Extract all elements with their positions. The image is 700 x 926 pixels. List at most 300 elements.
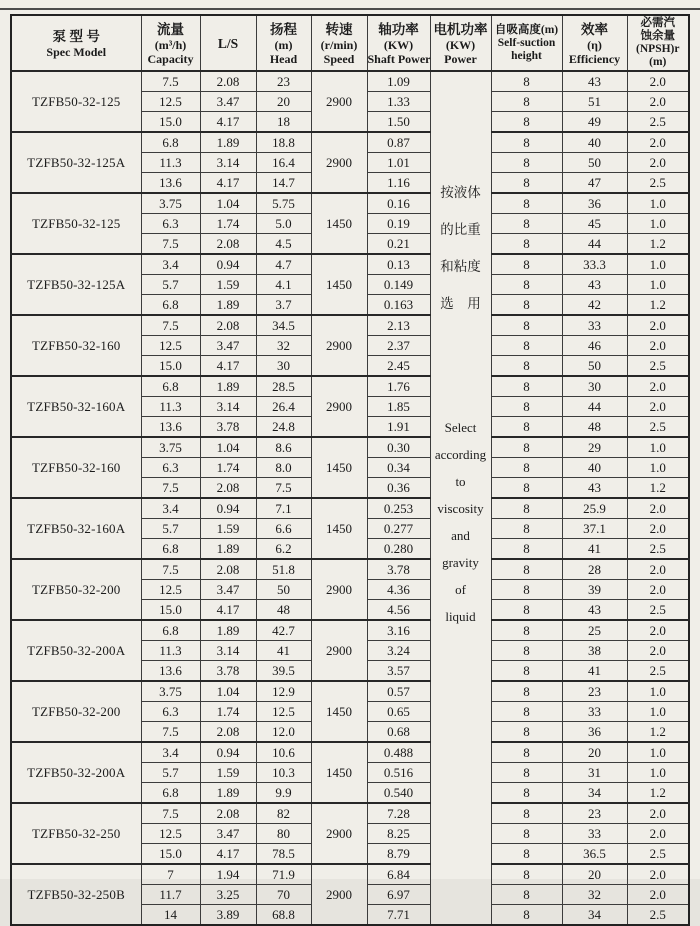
cell-ls: 4.17 xyxy=(200,356,256,377)
cell-capacity: 6.8 xyxy=(141,783,200,804)
header-eff-cn: 效率 xyxy=(581,21,608,37)
cell-npsh: 2.0 xyxy=(627,559,689,580)
cell-ls: 1.04 xyxy=(200,681,256,702)
cell-efficiency: 47 xyxy=(562,173,627,194)
cell-ls: 3.47 xyxy=(200,580,256,600)
cell-capacity: 6.3 xyxy=(141,702,200,722)
cell-head: 70 xyxy=(256,885,311,905)
cell-model: TZFB50-32-200 xyxy=(11,681,141,742)
cell-head: 41 xyxy=(256,641,311,661)
cell-self-suction: 8 xyxy=(491,376,562,397)
cell-ls: 1.74 xyxy=(200,458,256,478)
cell-head: 10.6 xyxy=(256,742,311,763)
cell-speed: 2900 xyxy=(311,559,367,620)
cell-ls: 1.89 xyxy=(200,620,256,641)
cell-ls: 3.47 xyxy=(200,92,256,112)
cell-efficiency: 23 xyxy=(562,681,627,702)
cell-npsh: 2.5 xyxy=(627,539,689,560)
cell-shaft-power: 2.37 xyxy=(367,336,430,356)
cell-efficiency: 44 xyxy=(562,397,627,417)
header-head xyxy=(256,15,311,71)
cell-head: 9.9 xyxy=(256,783,311,804)
cell-shaft-power: 6.84 xyxy=(367,864,430,885)
table-row xyxy=(11,437,689,458)
table-row xyxy=(11,803,689,824)
cell-ls: 1.89 xyxy=(200,783,256,804)
cell-head: 4.1 xyxy=(256,275,311,295)
cell-npsh: 2.0 xyxy=(627,824,689,844)
cell-shaft-power: 0.36 xyxy=(367,478,430,499)
cell-speed: 1450 xyxy=(311,254,367,315)
cell-shaft-power: 0.540 xyxy=(367,783,430,804)
cell-self-suction: 8 xyxy=(491,112,562,133)
cell-shaft-power: 8.79 xyxy=(367,844,430,865)
cell-self-suction: 8 xyxy=(491,437,562,458)
header-head-cn: 扬程 xyxy=(270,21,297,37)
header-capacity-unit: (m³/h) xyxy=(154,37,187,52)
header-shaft-power xyxy=(367,15,430,71)
cell-head: 34.5 xyxy=(256,315,311,336)
cell-self-suction: 8 xyxy=(491,397,562,417)
cell-efficiency: 50 xyxy=(562,153,627,173)
cell-speed: 1450 xyxy=(311,437,367,498)
cell-npsh: 2.0 xyxy=(627,336,689,356)
cell-self-suction: 8 xyxy=(491,905,562,926)
cell-npsh: 1.0 xyxy=(627,254,689,275)
cell-efficiency: 36 xyxy=(562,193,627,214)
cell-self-suction: 8 xyxy=(491,417,562,438)
cell-ls: 4.17 xyxy=(200,173,256,194)
header-npsh-l1: 必需汽 xyxy=(640,17,675,29)
cell-efficiency: 39 xyxy=(562,580,627,600)
cell-ls: 1.74 xyxy=(200,214,256,234)
cell-shaft-power: 0.34 xyxy=(367,458,430,478)
cell-self-suction: 8 xyxy=(491,336,562,356)
cell-efficiency: 46 xyxy=(562,336,627,356)
cell-capacity: 11.7 xyxy=(141,885,200,905)
header-self-suction xyxy=(491,15,562,71)
cell-self-suction: 8 xyxy=(491,356,562,377)
cell-efficiency: 28 xyxy=(562,559,627,580)
table-row xyxy=(11,498,689,519)
cell-self-suction: 8 xyxy=(491,580,562,600)
cell-capacity: 6.3 xyxy=(141,214,200,234)
cell-shaft-power: 0.488 xyxy=(367,742,430,763)
cell-head: 7.5 xyxy=(256,478,311,499)
cell-npsh: 2.0 xyxy=(627,803,689,824)
cell-efficiency: 43 xyxy=(562,275,627,295)
cell-ls: 2.08 xyxy=(200,234,256,255)
cell-ls: 1.89 xyxy=(200,376,256,397)
cell-npsh: 2.0 xyxy=(627,71,689,92)
cell-capacity: 7.5 xyxy=(141,71,200,92)
cell-capacity: 12.5 xyxy=(141,824,200,844)
cell-model: TZFB50-32-125A xyxy=(11,132,141,193)
table-row xyxy=(11,376,689,397)
power-note-line-en: to xyxy=(455,474,466,489)
cell-npsh: 2.0 xyxy=(627,519,689,539)
cell-npsh: 2.0 xyxy=(627,315,689,336)
cell-shaft-power: 1.85 xyxy=(367,397,430,417)
cell-self-suction: 8 xyxy=(491,519,562,539)
cell-shaft-power: 1.50 xyxy=(367,112,430,133)
cell-model: TZFB50-32-160 xyxy=(11,437,141,498)
cell-npsh: 1.0 xyxy=(627,702,689,722)
table-row xyxy=(11,620,689,641)
cell-ls: 1.89 xyxy=(200,295,256,316)
cell-efficiency: 49 xyxy=(562,112,627,133)
cell-head: 82 xyxy=(256,803,311,824)
cell-capacity: 6.8 xyxy=(141,295,200,316)
power-note-line-en: liquid xyxy=(445,609,476,624)
cell-capacity: 13.6 xyxy=(141,661,200,682)
cell-shaft-power: 0.16 xyxy=(367,193,430,214)
cell-efficiency: 44 xyxy=(562,234,627,255)
cell-npsh: 2.0 xyxy=(627,92,689,112)
header-npsh xyxy=(627,15,689,71)
cell-self-suction: 8 xyxy=(491,132,562,153)
cell-shaft-power: 0.65 xyxy=(367,702,430,722)
cell-self-suction: 8 xyxy=(491,600,562,621)
cell-npsh: 2.0 xyxy=(627,580,689,600)
cell-shaft-power: 0.149 xyxy=(367,275,430,295)
cell-capacity: 11.3 xyxy=(141,153,200,173)
cell-ls: 1.89 xyxy=(200,132,256,153)
cell-self-suction: 8 xyxy=(491,641,562,661)
header-eff-unit: (η) xyxy=(587,37,602,52)
cell-efficiency: 20 xyxy=(562,742,627,763)
cell-head: 51.8 xyxy=(256,559,311,580)
cell-npsh: 1.0 xyxy=(627,214,689,234)
cell-capacity: 5.7 xyxy=(141,519,200,539)
cell-shaft-power: 0.68 xyxy=(367,722,430,743)
cell-npsh: 2.0 xyxy=(627,376,689,397)
cell-self-suction: 8 xyxy=(491,559,562,580)
cell-ls: 3.25 xyxy=(200,885,256,905)
cell-npsh: 1.2 xyxy=(627,295,689,316)
header-efficiency xyxy=(562,15,627,71)
cell-ls: 0.94 xyxy=(200,498,256,519)
cell-npsh: 1.2 xyxy=(627,478,689,499)
cell-capacity: 7.5 xyxy=(141,315,200,336)
cell-shaft-power: 8.25 xyxy=(367,824,430,844)
cell-capacity: 12.5 xyxy=(141,580,200,600)
cell-efficiency: 36 xyxy=(562,722,627,743)
cell-efficiency: 29 xyxy=(562,437,627,458)
cell-head: 23 xyxy=(256,71,311,92)
header-capacity-cn: 流量 xyxy=(157,21,184,37)
cell-head: 68.8 xyxy=(256,905,311,926)
cell-capacity: 13.6 xyxy=(141,173,200,194)
cell-self-suction: 8 xyxy=(491,803,562,824)
cell-capacity: 6.8 xyxy=(141,539,200,560)
cell-efficiency: 48 xyxy=(562,417,627,438)
cell-speed: 2900 xyxy=(311,864,367,925)
cell-self-suction: 8 xyxy=(491,214,562,234)
cell-self-suction: 8 xyxy=(491,153,562,173)
cell-npsh: 1.0 xyxy=(627,193,689,214)
cell-shaft-power: 4.56 xyxy=(367,600,430,621)
cell-ls: 3.14 xyxy=(200,397,256,417)
power-note-line-en: and xyxy=(451,528,470,543)
cell-ls: 1.04 xyxy=(200,193,256,214)
cell-capacity: 3.4 xyxy=(141,498,200,519)
cell-shaft-power: 2.13 xyxy=(367,315,430,336)
cell-self-suction: 8 xyxy=(491,742,562,763)
cell-ls: 2.08 xyxy=(200,478,256,499)
power-note-line-en: viscosity xyxy=(437,501,484,516)
cell-npsh: 2.5 xyxy=(627,356,689,377)
cell-shaft-power: 1.01 xyxy=(367,153,430,173)
cell-shaft-power: 1.76 xyxy=(367,376,430,397)
cell-ls: 0.94 xyxy=(200,254,256,275)
cell-head: 5.0 xyxy=(256,214,311,234)
cell-head: 28.5 xyxy=(256,376,311,397)
cell-capacity: 3.4 xyxy=(141,742,200,763)
power-note-line-cn: 的比重 xyxy=(440,222,481,237)
header-power-unit: (KW) xyxy=(445,37,476,52)
cell-efficiency: 38 xyxy=(562,641,627,661)
cell-shaft-power: 3.78 xyxy=(367,559,430,580)
cell-self-suction: 8 xyxy=(491,763,562,783)
cell-head: 4.5 xyxy=(256,234,311,255)
cell-efficiency: 41 xyxy=(562,539,627,560)
header-ls-label: L/S xyxy=(217,35,239,51)
cell-efficiency: 34 xyxy=(562,905,627,926)
cell-capacity: 3.75 xyxy=(141,193,200,214)
cell-speed: 1450 xyxy=(311,193,367,254)
table-row xyxy=(11,315,689,336)
header-suction-cn: 自吸高度(m) xyxy=(494,23,559,36)
cell-shaft-power: 1.33 xyxy=(367,92,430,112)
header-npsh-l3: (NPSH)r xyxy=(636,43,680,55)
cell-speed: 2900 xyxy=(311,803,367,864)
cell-model: TZFB50-32-250 xyxy=(11,803,141,864)
cell-capacity: 5.7 xyxy=(141,275,200,295)
cell-ls: 1.74 xyxy=(200,702,256,722)
cell-capacity: 6.3 xyxy=(141,458,200,478)
cell-shaft-power: 1.16 xyxy=(367,173,430,194)
cell-shaft-power: 0.57 xyxy=(367,681,430,702)
cell-efficiency: 51 xyxy=(562,92,627,112)
cell-head: 12.0 xyxy=(256,722,311,743)
cell-capacity: 15.0 xyxy=(141,600,200,621)
cell-ls: 3.14 xyxy=(200,153,256,173)
cell-npsh: 2.5 xyxy=(627,173,689,194)
cell-speed: 2900 xyxy=(311,620,367,681)
cell-efficiency: 50 xyxy=(562,356,627,377)
cell-head: 80 xyxy=(256,824,311,844)
cell-npsh: 2.5 xyxy=(627,905,689,926)
power-note-line-en: gravity xyxy=(442,555,479,570)
cell-self-suction: 8 xyxy=(491,275,562,295)
cell-self-suction: 8 xyxy=(491,844,562,865)
cell-model: TZFB50-32-200A xyxy=(11,742,141,803)
cell-ls: 4.17 xyxy=(200,844,256,865)
table-row xyxy=(11,559,689,580)
power-note-line-en: Select xyxy=(444,420,477,435)
cell-ls: 3.47 xyxy=(200,824,256,844)
cell-npsh: 1.2 xyxy=(627,234,689,255)
cell-shaft-power: 0.13 xyxy=(367,254,430,275)
cell-capacity: 15.0 xyxy=(141,844,200,865)
cell-ls: 1.59 xyxy=(200,275,256,295)
header-shaft-en: Shaft Power xyxy=(367,51,431,66)
cell-capacity: 12.5 xyxy=(141,336,200,356)
cell-self-suction: 8 xyxy=(491,193,562,214)
header-model xyxy=(11,15,141,71)
power-note-line-en: according xyxy=(434,447,487,462)
cell-head: 8.0 xyxy=(256,458,311,478)
cell-speed: 1450 xyxy=(311,681,367,742)
cell-speed: 2900 xyxy=(311,132,367,193)
cell-speed: 1450 xyxy=(311,742,367,803)
header-power-cn: 电机功率 xyxy=(433,21,488,37)
cell-npsh: 1.0 xyxy=(627,458,689,478)
cell-head: 12.9 xyxy=(256,681,311,702)
cell-head: 50 xyxy=(256,580,311,600)
header-capacity xyxy=(141,15,200,71)
cell-self-suction: 8 xyxy=(491,458,562,478)
cell-ls: 2.08 xyxy=(200,71,256,92)
cell-self-suction: 8 xyxy=(491,295,562,316)
cell-capacity: 7.5 xyxy=(141,234,200,255)
header-shaft-unit: (KW) xyxy=(383,37,414,52)
cell-shaft-power: 1.91 xyxy=(367,417,430,438)
cell-head: 42.7 xyxy=(256,620,311,641)
cell-capacity: 5.7 xyxy=(141,763,200,783)
cell-npsh: 2.5 xyxy=(627,844,689,865)
cell-head: 10.3 xyxy=(256,763,311,783)
cell-capacity: 7.5 xyxy=(141,722,200,743)
cell-head: 48 xyxy=(256,600,311,621)
cell-head: 39.5 xyxy=(256,661,311,682)
cell-capacity: 7.5 xyxy=(141,559,200,580)
cell-npsh: 2.0 xyxy=(627,397,689,417)
cell-ls: 3.78 xyxy=(200,417,256,438)
cell-self-suction: 8 xyxy=(491,478,562,499)
cell-capacity: 15.0 xyxy=(141,112,200,133)
cell-efficiency: 40 xyxy=(562,132,627,153)
cell-model: TZFB50-32-125 xyxy=(11,71,141,132)
power-note-line-en: of xyxy=(455,582,466,597)
cell-npsh: 2.5 xyxy=(627,661,689,682)
cell-head: 7.1 xyxy=(256,498,311,519)
cell-efficiency: 23 xyxy=(562,803,627,824)
power-selection-note xyxy=(431,72,491,924)
cell-head: 6.2 xyxy=(256,539,311,560)
cell-model: TZFB50-32-160A xyxy=(11,376,141,437)
cell-head: 18.8 xyxy=(256,132,311,153)
cell-npsh: 1.2 xyxy=(627,722,689,743)
cell-self-suction: 8 xyxy=(491,824,562,844)
header-power-en: Power xyxy=(444,51,477,66)
cell-ls: 0.94 xyxy=(200,742,256,763)
cell-ls: 1.89 xyxy=(200,539,256,560)
cell-model: TZFB50-32-200A xyxy=(11,620,141,681)
cell-self-suction: 8 xyxy=(491,864,562,885)
cell-capacity: 6.8 xyxy=(141,376,200,397)
cell-npsh: 2.5 xyxy=(627,417,689,438)
header-model-cn: 泵 型 号 xyxy=(52,28,100,44)
table-row xyxy=(11,132,689,153)
cell-head: 30 xyxy=(256,356,311,377)
cell-efficiency: 41 xyxy=(562,661,627,682)
cell-ls: 2.08 xyxy=(200,722,256,743)
cell-shaft-power: 0.163 xyxy=(367,295,430,316)
header-suction-en2: height xyxy=(511,49,542,62)
cell-ls: 1.59 xyxy=(200,519,256,539)
table-row xyxy=(11,681,689,702)
cell-ls: 4.17 xyxy=(200,112,256,133)
cell-efficiency: 43 xyxy=(562,600,627,621)
cell-npsh: 2.5 xyxy=(627,112,689,133)
header-head-en: Head xyxy=(269,51,298,66)
cell-efficiency: 30 xyxy=(562,376,627,397)
cell-self-suction: 8 xyxy=(491,661,562,682)
cell-self-suction: 8 xyxy=(491,254,562,275)
header-head-unit: (m) xyxy=(274,37,293,52)
cell-capacity: 15.0 xyxy=(141,356,200,377)
header-speed-en: Speed xyxy=(323,51,355,66)
cell-head: 20 xyxy=(256,92,311,112)
cell-ls: 2.08 xyxy=(200,803,256,824)
cell-npsh: 1.2 xyxy=(627,783,689,804)
cell-self-suction: 8 xyxy=(491,681,562,702)
cell-self-suction: 8 xyxy=(491,885,562,905)
cell-head: 26.4 xyxy=(256,397,311,417)
cell-shaft-power: 7.28 xyxy=(367,803,430,824)
power-note-line-cn: 和粘度 xyxy=(440,259,481,274)
cell-capacity: 11.3 xyxy=(141,397,200,417)
header-npsh-l2: 蚀余量 xyxy=(640,30,675,42)
cell-model: TZFB50-32-125A xyxy=(11,254,141,315)
table-row xyxy=(11,254,689,275)
cell-shaft-power: 3.24 xyxy=(367,641,430,661)
cell-head: 32 xyxy=(256,336,311,356)
cell-head: 4.7 xyxy=(256,254,311,275)
cell-shaft-power: 0.280 xyxy=(367,539,430,560)
cell-ls: 3.47 xyxy=(200,336,256,356)
cell-efficiency: 43 xyxy=(562,478,627,499)
cell-npsh: 1.0 xyxy=(627,437,689,458)
cell-shaft-power: 0.253 xyxy=(367,498,430,519)
table-row xyxy=(11,864,689,885)
cell-model: TZFB50-32-160A xyxy=(11,498,141,559)
cell-capacity: 13.6 xyxy=(141,417,200,438)
cell-shaft-power: 0.30 xyxy=(367,437,430,458)
cell-npsh: 2.0 xyxy=(627,132,689,153)
cell-shaft-power: 1.09 xyxy=(367,71,430,92)
cell-head: 71.9 xyxy=(256,864,311,885)
cell-npsh: 1.0 xyxy=(627,742,689,763)
cell-self-suction: 8 xyxy=(491,539,562,560)
cell-ls: 1.59 xyxy=(200,763,256,783)
cell-efficiency: 37.1 xyxy=(562,519,627,539)
cell-capacity: 3.75 xyxy=(141,681,200,702)
header-eff-en: Efficiency xyxy=(568,51,621,66)
table-row xyxy=(11,71,689,92)
cell-efficiency: 43 xyxy=(562,71,627,92)
cell-efficiency: 36.5 xyxy=(562,844,627,865)
cell-head: 14.7 xyxy=(256,173,311,194)
cell-capacity: 7 xyxy=(141,864,200,885)
cell-efficiency: 45 xyxy=(562,214,627,234)
cell-speed: 2900 xyxy=(311,376,367,437)
cell-ls: 2.08 xyxy=(200,315,256,336)
cell-self-suction: 8 xyxy=(491,783,562,804)
cell-npsh: 2.0 xyxy=(627,620,689,641)
